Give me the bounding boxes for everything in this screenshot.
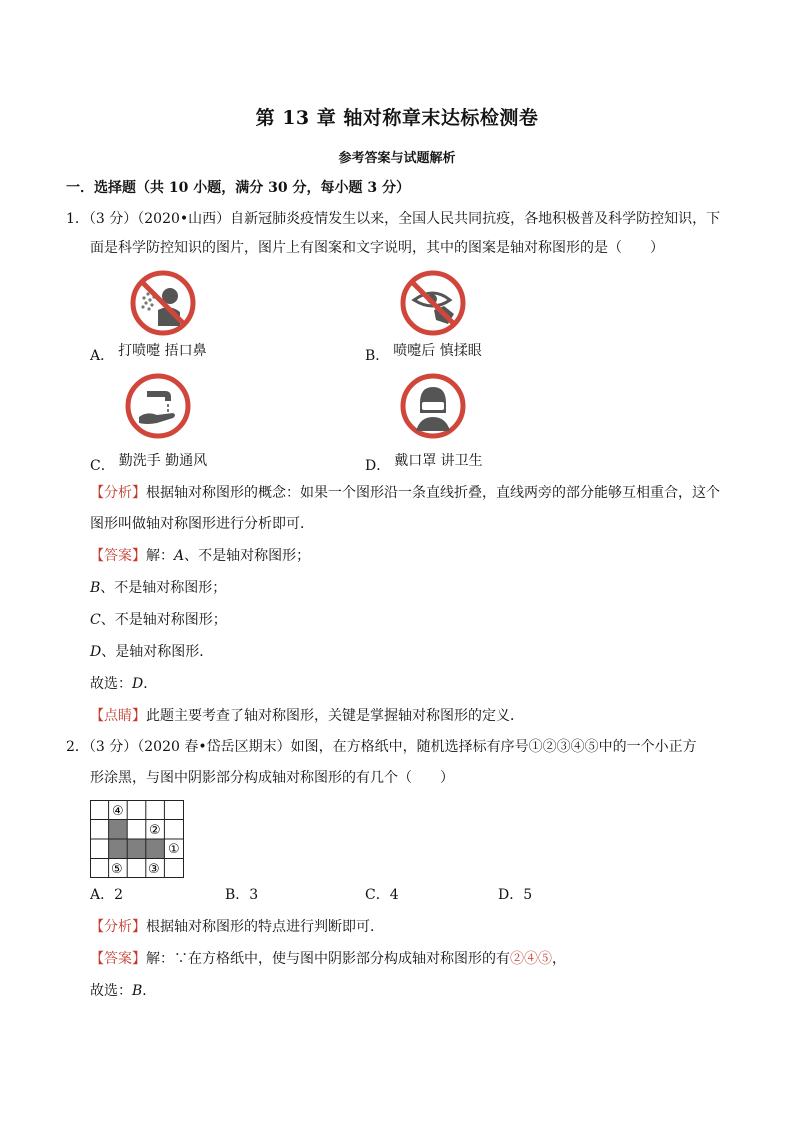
answer-end: ， [552, 951, 566, 967]
q1-option-a[interactable] [90, 345, 207, 367]
q1-stem-line1: 1．（3 分）（2020•山西）自新冠肺炎疫情发生以来，全国人民共同抗疫，各地积极普及科学防控知识，下 [66, 211, 721, 227]
analysis-tag: 【分析】 [90, 485, 146, 501]
answer-letter: B [90, 580, 101, 596]
option-text: 4 [389, 887, 399, 903]
q2-choose [90, 980, 156, 1002]
q1-analysis-line1 [90, 482, 720, 504]
q1-analysis-line2: 图形叫做轴对称图形进行分析即可． [90, 516, 314, 532]
option-letter: A． [90, 887, 115, 903]
q2-stem-line1: 2．（3 分）（2020 春•岱岳区期末）如图，在方格纸中，随机选择标有序号①②③④⑤中的一个小正方 [66, 739, 697, 755]
option-text: 勤洗手 勤通风 [118, 453, 208, 469]
q1-option-b[interactable] [365, 345, 482, 367]
rub-eye-icon [400, 270, 466, 336]
q2-option-a[interactable] [90, 884, 123, 906]
q1-answer-line2 [90, 577, 226, 599]
answer-letter: C [90, 612, 101, 628]
option-text: 2 [114, 887, 124, 903]
answer-prefix: 解： [146, 548, 174, 564]
wash-hands-icon [125, 373, 191, 439]
q1-answer-line3 [90, 609, 227, 631]
q2-answer [90, 948, 566, 970]
answer-marks: ②④⑤ [510, 951, 552, 967]
q1-stem-line2: 面是科学防控知识的图片，图片上有图案和文字说明，其中的图案是轴对称图形的是（ ） [90, 240, 664, 256]
q1-comment [90, 705, 524, 727]
choose-prefix: 故选： [90, 676, 132, 692]
choose-letter: D [132, 676, 144, 692]
option-letter: D． [498, 887, 524, 903]
grid-label-4: ④ [112, 804, 124, 819]
answer-letter: A [174, 548, 185, 564]
choose-suffix: ． [142, 983, 157, 999]
option-text: 喷嚏后 慎揉眼 [393, 343, 482, 359]
answer-text: 解：∵在方格纸中，使与图中阴影部分构成轴对称图形的有 [146, 951, 510, 967]
option-letter: C． [365, 887, 390, 903]
grid-label-2: ② [149, 823, 161, 838]
option-letter: A． [90, 348, 115, 364]
comment-text: 此题主要考查了轴对称图形，关键是掌握轴对称图形的定义． [146, 708, 524, 724]
answer-text: 、不是轴对称图形； [100, 612, 227, 628]
answer-tag: 【答案】 [90, 951, 146, 967]
option-text: 打喷嚏 捂口鼻 [118, 343, 207, 359]
q2-option-d[interactable] [498, 884, 532, 906]
choose-prefix: 故选： [90, 983, 132, 999]
q2-analysis [90, 916, 384, 938]
q2-option-c[interactable] [365, 884, 399, 906]
comment-tag: 【点睛】 [90, 708, 146, 724]
grid-label-5: ⑤ [111, 862, 123, 877]
analysis-text: 根据轴对称图形的特点进行判断即可． [146, 919, 384, 935]
page-title: 第 13 章 轴对称章末达标检测卷 [255, 107, 539, 129]
option-text: 5 [523, 887, 533, 903]
mask-icon [400, 373, 466, 439]
answer-letter: D [90, 644, 102, 660]
grid-figure [90, 800, 186, 878]
option-text: 戴口罩 讲卫生 [394, 453, 483, 469]
option-text: 3 [249, 887, 259, 903]
grid-label-3: ③ [148, 862, 160, 877]
sneeze-icon [130, 270, 196, 336]
page-subtitle: 参考答案与试题解析 [338, 151, 456, 166]
q1-answer-line4 [90, 641, 213, 663]
option-letter: C． [90, 458, 115, 474]
option-letter: D． [365, 458, 391, 474]
q2-stem-line2: 形涂黑，与图中阴影部分构成轴对称图形的有几个（ ） [90, 770, 454, 786]
choose-suffix: ． [143, 676, 158, 692]
option-letter: B． [365, 348, 390, 364]
analysis-tag: 【分析】 [90, 919, 146, 935]
q1-option-c[interactable] [90, 455, 207, 477]
answer-text: 、不是轴对称图形； [184, 548, 311, 564]
answer-tag: 【答案】 [90, 548, 146, 564]
option-letter: B． [225, 887, 250, 903]
analysis-text: 根据轴对称图形的概念：如果一个图形沿一条直线折叠，直线两旁的部分能够互相重合，这个 [146, 485, 720, 501]
choose-letter: B [132, 983, 143, 999]
section-heading: 一．选择题（共 10 小题，满分 30 分，每小题 3 分） [66, 180, 410, 196]
answer-text: 、不是轴对称图形； [100, 580, 227, 596]
q1-answer-line1 [90, 545, 310, 567]
q2-option-b[interactable] [225, 884, 258, 906]
shaded-cell [109, 820, 128, 840]
grid-label-1: ① [168, 842, 180, 857]
shaded-cell [109, 839, 165, 859]
answer-text: 、是轴对称图形． [101, 644, 214, 660]
q1-option-d[interactable] [365, 455, 483, 477]
q1-choose [90, 673, 157, 695]
